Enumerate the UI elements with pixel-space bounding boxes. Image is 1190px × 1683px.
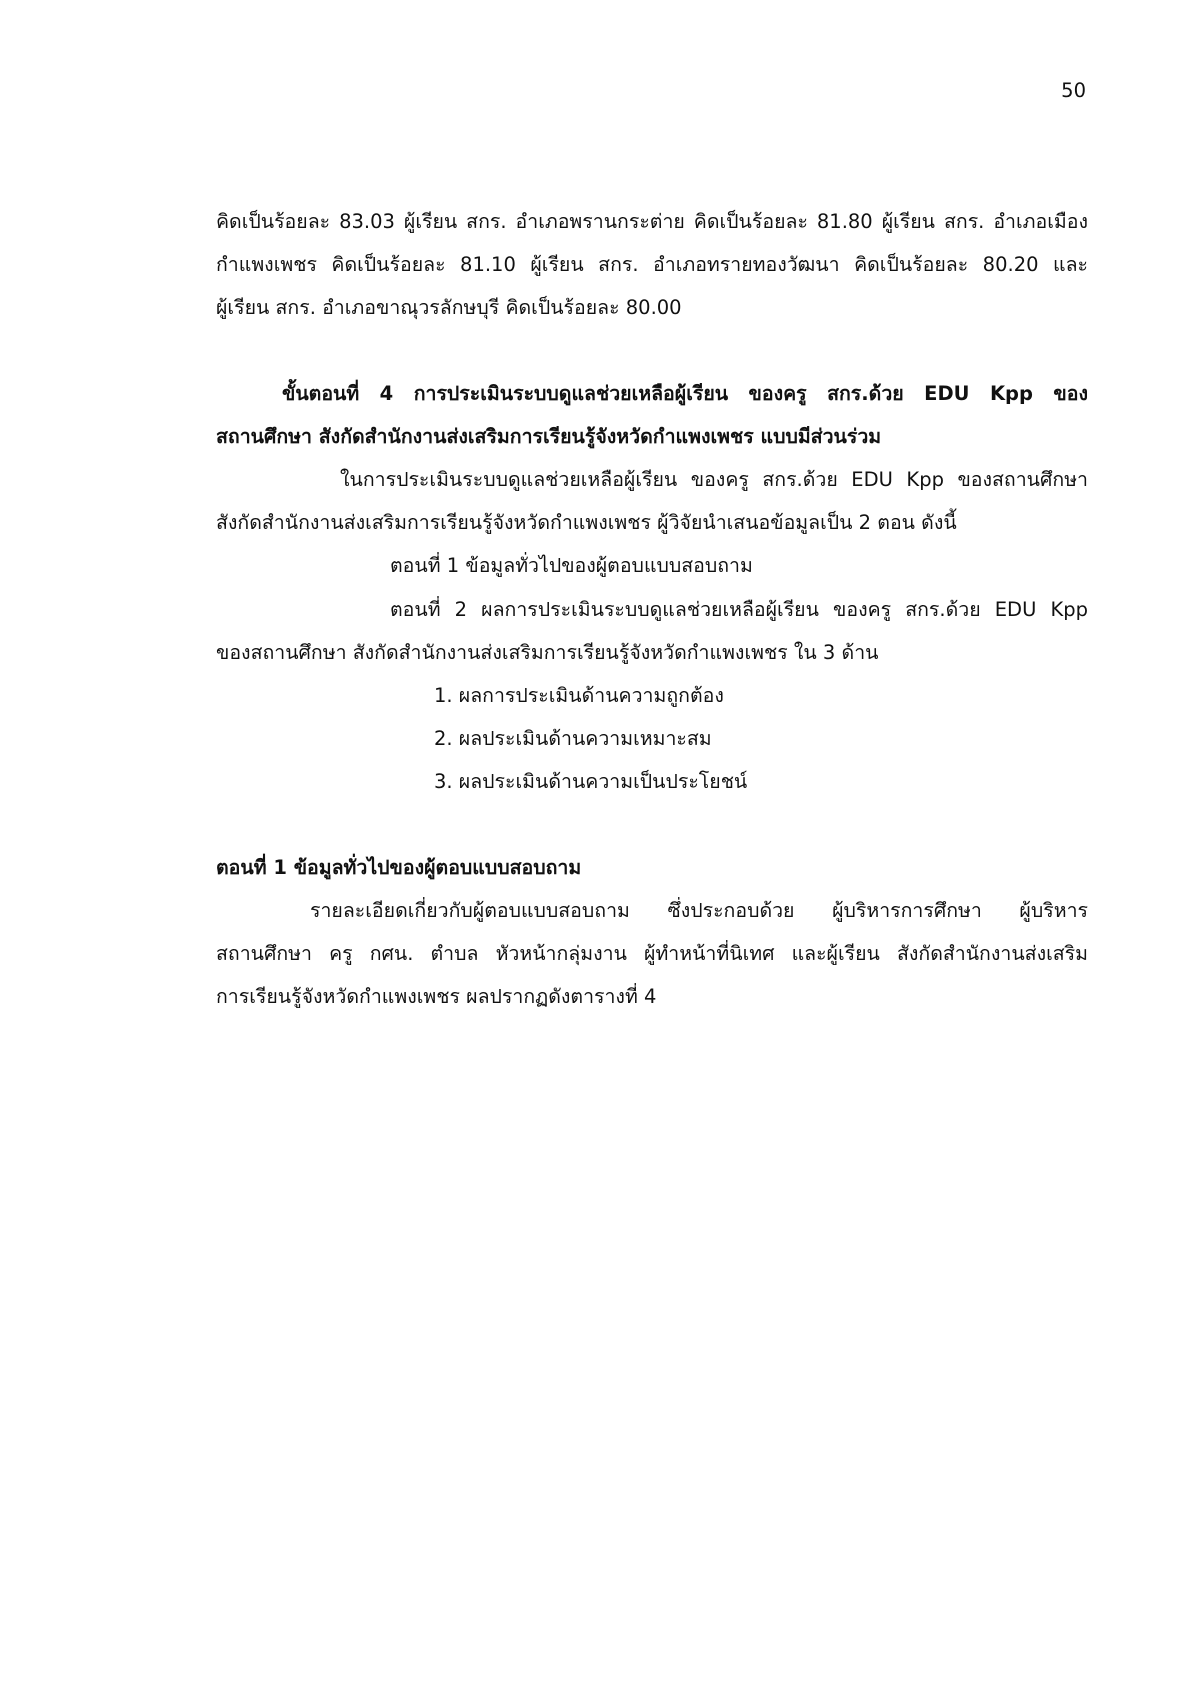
intro-paragraph-line: ในการประเมินระบบดูแลช่วยเหลือผู้เรียน ของครู สกร.ด้วย EDU Kpp ของสถานศึกษา bbox=[340, 468, 1088, 491]
page-number: 50 bbox=[1061, 79, 1086, 102]
aspect-item: 2. ผลประเมินด้านความเหมาะสม bbox=[434, 727, 712, 750]
section-paragraph-line: สถานศึกษา ครู กศน. ตำบล หัวหน้ากลุ่มงาน ผู้ทำหน้าที่นิเทศ และผู้เรียน สังกัดสำนักงานส่งเสริม bbox=[216, 942, 1088, 965]
aspect-item: 1. ผลการประเมินด้านความถูกต้อง bbox=[434, 684, 724, 707]
intro-paragraph-line: สังกัดสำนักงานส่งเสริมการเรียนรู้จังหวัดกำแพงเพชร ผู้วิจัยนำเสนอข้อมูลเป็น 2 ตอน ดังนี้ bbox=[216, 511, 957, 534]
section-paragraph-line: รายละเอียดเกี่ยวกับผู้ตอบแบบสอบถาม ซึ่งประกอบด้วย ผู้บริหารการศึกษา ผู้บริหาร bbox=[310, 899, 1088, 922]
step-heading-line: สถานศึกษา สังกัดสำนักงานส่งเสริมการเรียนรู้จังหวัดกำแพงเพชร แบบมีส่วนร่วม bbox=[216, 425, 882, 448]
section-paragraph-line: การเรียนรู้จังหวัดกำแพงเพชร ผลปรากฏดังตารางที่ 4 bbox=[216, 985, 657, 1008]
paragraph-line: ผู้เรียน สกร. อำเภอขาณุวรลักษบุรี คิดเป็นร้อยละ 80.00 bbox=[216, 296, 682, 319]
paragraph-line: คิดเป็นร้อยละ 83.03 ผู้เรียน สกร. อำเภอพรานกระต่าย คิดเป็นร้อยละ 81.80 ผู้เรียน สกร. อำเภอเมือง bbox=[216, 210, 1088, 233]
part-2-item-line: ตอนที่ 2 ผลการประเมินระบบดูแลช่วยเหลือผู้เรียน ของครู สกร.ด้วย EDU Kpp bbox=[390, 598, 1088, 621]
part-2-item-line: ของสถานศึกษา สังกัดสำนักงานส่งเสริมการเรียนรู้จังหวัดกำแพงเพชร ใน 3 ด้าน bbox=[216, 641, 879, 664]
part-1-item: ตอนที่ 1 ข้อมูลทั่วไปของผู้ตอบแบบสอบถาม bbox=[390, 554, 753, 577]
paragraph-line: กำแพงเพชร คิดเป็นร้อยละ 81.10 ผู้เรียน สกร. อำเภอทรายทองวัฒนา คิดเป็นร้อยละ 80.20 และ bbox=[216, 253, 1088, 276]
section-heading: ตอนที่ 1 ข้อมูลทั่วไปของผู้ตอบแบบสอบถาม bbox=[216, 856, 582, 879]
step-heading-line: ขั้นตอนที่ 4 การประเมินระบบดูแลช่วยเหลือผู้เรียน ของครู สกร.ด้วย EDU Kpp ของ bbox=[282, 382, 1088, 405]
aspect-item: 3. ผลประเมินด้านความเป็นประโยชน์ bbox=[434, 770, 748, 793]
